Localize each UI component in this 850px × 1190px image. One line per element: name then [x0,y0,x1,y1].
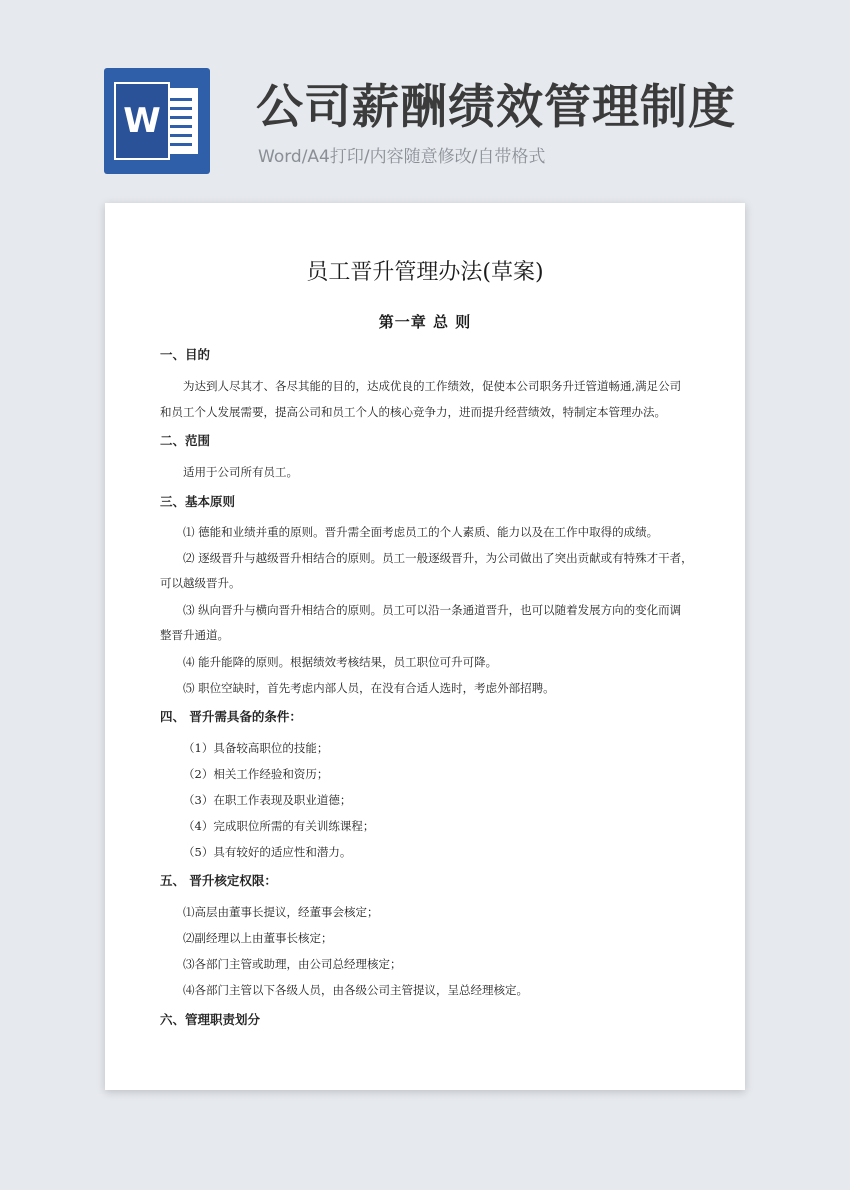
principle-item-continued: 整晋升通道。 [160,628,229,642]
page-subtitle: Word/A4打印/内容随意修改/自带格式 [258,147,546,167]
condition-item: （5）具有较好的适应性和潜力。 [183,845,352,859]
authority-item: ⑵副经理以上由董事长核定； [183,931,333,945]
authority-item: ⑷各部门主管以下各级人员，由各级公司主管提议，呈总经理核定。 [183,983,528,997]
authority-item: ⑶各部门主管或助理，由公司总经理核定； [183,957,402,971]
section-heading-scope: 二、范围 [160,433,211,448]
document-page [105,203,745,1090]
section-heading-authority: 五、 晋升核定权限： [160,873,277,888]
condition-item: （3）在职工作表现及职业道德； [183,793,352,807]
section-heading-conditions: 四、 晋升需具备的条件： [160,709,302,724]
section-heading-principles: 三、基本原则 [160,494,236,509]
chapter-heading: 第一章 总 则 [378,313,472,331]
word-icon [104,68,210,174]
section-heading-responsibilities: 六、管理职责划分 [160,1012,261,1027]
word-icon-letter: W [114,82,170,160]
principle-item-continued: 可以越级晋升。 [160,576,241,590]
page-header [0,0,850,200]
condition-item: （4）完成职位所需的有关训练课程； [183,819,375,833]
section-heading-purpose: 一、目的 [160,347,211,362]
paragraph-line: 为达到人尽其才、各尽其能的目的，达成优良的工作绩效，促使本公司职务升迁管道畅通,满足公司 [183,379,682,393]
document-title: 员工晋升管理办法(草案) [306,260,544,285]
paragraph-line: 适用于公司所有员工。 [183,465,298,479]
paragraph-line: 和员工个人发展需要，提高公司和员工个人的核心竞争力，进而提升经营绩效，特制定本管理办法。 [160,405,666,419]
principle-item: ⑴ 德能和业绩并重的原则。晋升需全面考虑员工的个人素质、能力以及在工作中取得的成绩。 [183,525,659,539]
principle-item: ⑸ 职位空缺时，首先考虑内部人员，在没有合适人选时，考虑外部招聘。 [183,681,555,695]
principle-item: ⑵ 逐级晋升与越级晋升相结合的原则。员工一般逐级晋升，为公司做出了突出贡献或有特殊才干者， [183,551,693,565]
authority-item: ⑴高层由董事长提议，经董事会核定； [183,905,379,919]
principle-item: ⑷ 能升能降的原则。根据绩效考核结果，员工职位可升可降。 [183,655,498,669]
principle-item: ⑶ 纵向晋升与横向晋升相结合的原则。员工可以沿一条通道晋升，也可以随着发展方向的变化而调 [183,603,682,617]
condition-item: （2）相关工作经验和资历； [183,767,329,781]
page-title: 公司薪酬绩效管理制度 [256,80,736,135]
condition-item: （1）具备较高职位的技能； [183,741,329,755]
